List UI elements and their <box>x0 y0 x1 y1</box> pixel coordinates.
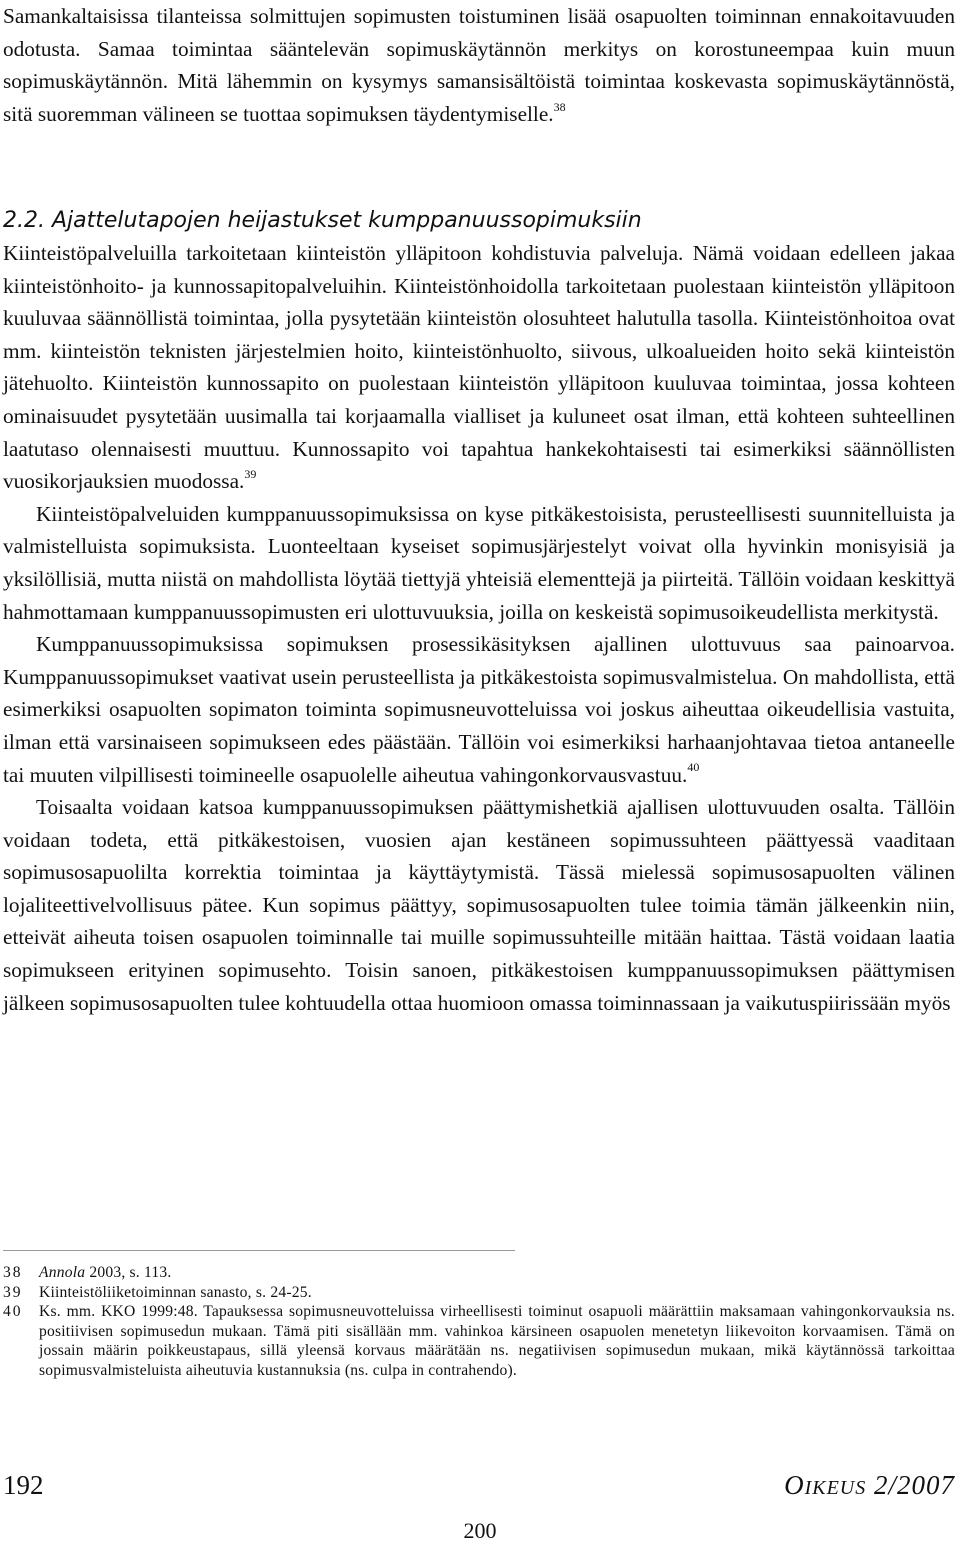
footnote-text: Ks. mm. KKO 1999:48. Tapauksessa sopimusneuvotteluissa virheellisesti toiminut osapuoli määrättiin maksamaan vahingonkorvauksia ns. positiivisen sopimusedun mukaan. Tämä piti sisällään mm. vahinkoa kärsineen osapuolen menetetyn liikevoiton korvaamisen. Tämä on jossain määrin poikkeustapaus, sillä yleensä korvaus määrätään ns. negatiivisen sopimusedun mukaan, mikä käytännössä tarkoittaa sopimusvalmisteluista aiheutuvia kustannuksia (ns. culpa in contrahendo). <box>39 1303 955 1379</box>
footnote-reference[interactable]: 39 <box>244 467 257 482</box>
journal-initial: O <box>784 1470 805 1500</box>
footnote-citation: 2003, s. 113. <box>85 1264 172 1281</box>
footnote-number: 40 <box>3 1303 23 1320</box>
journal-issue: 2/2007 <box>873 1470 955 1500</box>
section-heading <box>3 208 642 233</box>
body-paragraph <box>3 791 955 1019</box>
footnote <box>3 1263 955 1283</box>
footnote-reference[interactable]: 40 <box>687 760 700 775</box>
body-paragraph <box>3 628 955 791</box>
paragraph-text: Kiinteistöpalveluilla tarkoitetaan kiinteistön ylläpitoon kohdistuvia palveluja. Nämä voidaan edelleen jakaa kiinteistönhoito- ja kunnossapitopalveluihin. Kiinteistönhoidolla tarkoitetaan puolestaan kiinteistön ylläpitoon kuuluvaa säännöllistä toimintaa, jolla pysytetään kiinteistön olosuhteet halutulla tasolla. Kiinteistönhoitoa ovat mm. kiinteistön teknisten järjestelmien hoito, kiinteistönhuolto, siivous, ulkoalueiden hoito sekä kiinteistön jätehuolto. Kiinteistön kunnossapito on puolestaan kiinteistön ylläpitoon kuuluvaa toimintaa, jossa kohteen ominaisuudet pysytetään uusimalla tai korjaamalla vialliset ja kuluneet osat ilman, että kohteen suhteellinen laatutaso olennaisesti muuttuu. Kunnossapito voi tapahtua hankekohtaisesti tai esimerkiksi säännöllisten vuosikorjauksien muodossa. <box>3 241 955 494</box>
footnote-divider <box>3 1250 515 1251</box>
section-number: 2.2. <box>3 208 45 233</box>
footnote-text <box>39 1263 955 1283</box>
body-paragraph <box>3 498 955 628</box>
intro-paragraph-block <box>3 0 955 130</box>
paragraph-text: Kumppanuussopimuksissa sopimuksen prosessikäsityksen ajallinen ulottuvuus saa painoarvoa. Kumppanuussopimukset vaativat usein perusteellista ja pitkäkestoista sopimusvalmistelua. On mahdollista, että esimerkiksi osapuolten sopimaton toiminta sopimusneuvotteluissa voi joskus aiheuttaa oikeudellisia vastuita, ilman että varsinaiseen sopimukseen edes päästään. Tällöin voi esimerkiksi harhaanjohtavaa tietoa antaneelle tai muuten vilpillisesti toimineelle osapuolelle aiheutua vahingonkorvausvastuu. <box>3 632 955 787</box>
journal-name-rest: IKEUS <box>804 1477 867 1499</box>
footnote-number: 39 <box>3 1283 23 1301</box>
intro-paragraph <box>3 0 955 130</box>
page-number-left: 192 <box>3 1470 44 1500</box>
footnote-number: 38 <box>3 1264 23 1281</box>
page-number-bottom: 200 <box>463 1518 497 1543</box>
body-paragraph <box>3 237 955 498</box>
footnote-reference[interactable]: 38 <box>553 99 566 114</box>
section-title: Ajattelutapojen heijastukset kumppanuussopimuksiin <box>51 208 642 233</box>
journal-name <box>784 1470 955 1501</box>
footnote-text: Kiinteistöliiketoiminnan sanasto, s. 24-25. <box>39 1283 312 1301</box>
footnote <box>3 1302 955 1380</box>
footnotes <box>3 1263 955 1380</box>
footnote-author: Annola <box>39 1264 86 1281</box>
section-body <box>3 237 955 1019</box>
paragraph-text: Toisaalta voidaan katsoa kumppanuussopimuksen päättymishetkiä ajallisen ulottuvuuden osalta. Tällöin voidaan todeta, että pitkäkestoisen, vuosien ajan kestäneen sopimussuhteen päättyessä vaaditaan sopimusosapuolilta korrektia toimintaa ja käyttäytymistä. Tässä mielessä sopimusosapuolten välinen lojaliteettivelvollisuus pätee. Kun sopimus päättyy, sopimusosapuolten tulee toimia tämän jälkeenkin niin, etteivät aiheuta toisen osapuolen toiminnalle tai muille sopimussuhteille mitään haittaa. Tästä voidaan laatia sopimukseen erityinen sopimusehto. Toisin sanoen, pitkäkestoisen kumppanuussopimuksen päättymisen jälkeen sopimusosapuolten tulee kohtuudella ottaa huomioon omassa toiminnassaan ja vaikutuspiirissään myös <box>3 795 955 1015</box>
footnote <box>3 1283 955 1303</box>
paragraph-text: Kiinteistöpalveluiden kumppanuussopimuksissa on kyse pitkäkestoisista, perusteellisesti suunnitelluista ja valmistelluista sopimuksista. Luonteeltaan kyseiset sopimusjärjestelyt voivat olla hyvinkin monisyisiä ja yksilöllisiä, mutta niistä on mahdollista löytää tiettyjä yhteisiä elementtejä ja piirteitä. Tällöin voidaan keskittyä hahmottamaan kumppanuussopimusten eri ulottuvuuksia, joilla on keskeistä sopimusoikeudellista merkitystä. <box>3 501 955 624</box>
paragraph-text: Samankaltaisissa tilanteissa solmittujen sopimusten toistuminen lisää osapuolten toiminnan ennakoitavuuden odotusta. Samaa toimintaa sääntelevän sopimuskäytännön merkitys on korostuneempaa kuin muun sopimuskäytännön. Mitä lähemmin on kysymys samansisältöistä toimintaa koskevasta sopimuskäytännöstä, sitä suoremman välineen se tuottaa sopimuksen täydentymiselle. <box>3 4 955 126</box>
